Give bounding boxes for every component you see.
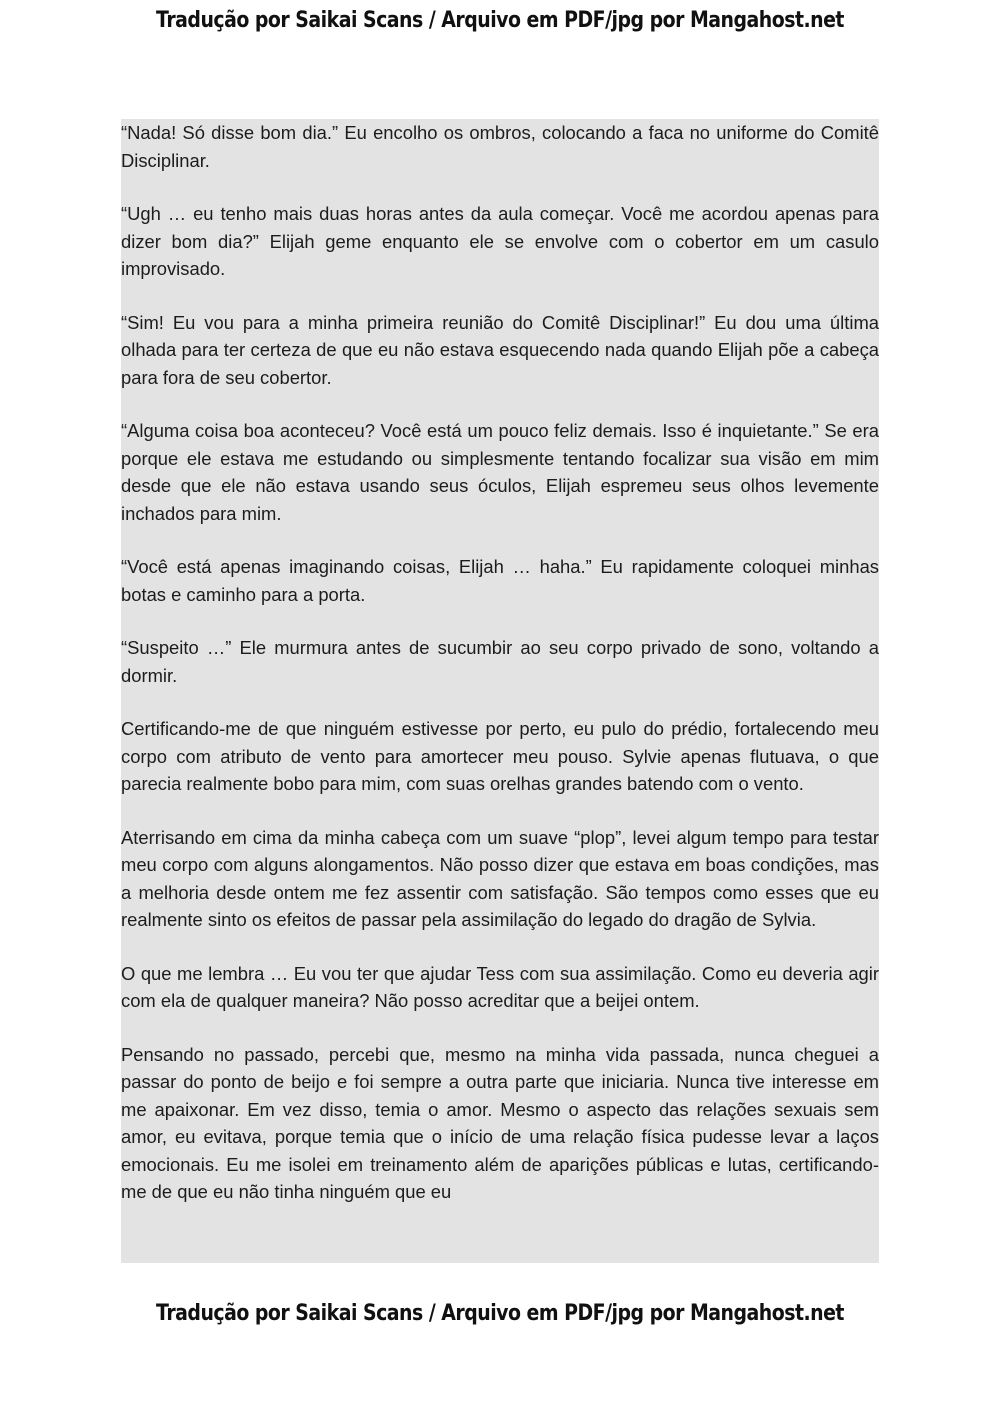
paragraph: “Você está apenas imaginando coisas, Elijah … haha.” Eu rapidamente coloquei minhas botas e caminho para a porta. [121, 556, 879, 605]
paragraph: “Suspeito …” Ele murmura antes de sucumbir ao seu corpo privado de sono, voltando a dormir. [121, 637, 879, 686]
paragraph: Pensando no passado, percebi que, mesmo na minha vida passada, nunca cheguei a passar do ponto de beijo e foi sempre a outra parte que iniciaria. Nunca tive interesse em me apaixonar. Em vez disso, temia o amor. Mesmo o aspecto das relações sexuais sem amor, eu evitava, porque temia que o início de uma relação física pudesse levar a laços emocionais. Eu me isolei em treinamento além de aparições públicas e lutas, certificando-me de que eu não tinha ninguém que eu [121, 1043, 879, 1202]
paragraph: “Alguma coisa boa aconteceu? Você está um pouco feliz demais. Isso é inquietante.” Se era porque ele estava me estudando ou simplesmente tentando focalizar sua visão em mim desde que ele não estava usando seus óculos, Elijah espremeu seus olhos levemente inchados para mim. [121, 420, 879, 524]
paragraph: “Nada! Só disse bom dia.” Eu encolho os ombros, colocando a faca no uniforme do Comitê Disciplinar. [121, 122, 879, 171]
document-body [121, 119, 879, 1263]
paragraph: O que me lembra … Eu vou ter que ajudar Tess com sua assimilação. Como eu deveria agir com ela de qualquer maneira? Não posso acreditar que a beijei ontem. [121, 962, 879, 1011]
footer-credit: Tradução por Saikai Scans / Arquivo em PDF/jpg por Mangahost.net [156, 1301, 844, 1326]
paragraph: Certificando-me de que ninguém estivesse por perto, eu pulo do prédio, fortalecendo meu corpo com atributo de vento para amortecer meu pouso. Sylvie apenas flutuava, o que parecia realmente bobo para mim, com suas orelhas grandes batendo com o vento. [121, 718, 879, 794]
paragraph: “Ugh … eu tenho mais duas horas antes da aula começar. Você me acordou apenas para dizer bom dia?” Elijah geme enquanto ele se envolve com o cobertor em um casulo improvisado. [121, 203, 879, 279]
header-credit: Tradução por Saikai Scans / Arquivo em PDF/jpg por Mangahost.net [156, 8, 844, 33]
paragraph: “Sim! Eu vou para a minha primeira reunião do Comitê Disciplinar!” Eu dou uma última olhada para ter certeza de que eu não estava esquecendo nada quando Elijah põe a cabeça para fora de seu cobertor. [121, 311, 879, 388]
paragraph: Aterrisando em cima da minha cabeça com um suave “plop”, levei algum tempo para testar meu corpo com alguns alongamentos. Não posso dizer que estava em boas condições, mas a melhoria desde ontem me fez assentir com satisfação. São tempos como esses que eu realmente sinto os efeitos de passar pela assimilação do legado do dragão de Sylvia. [121, 826, 879, 930]
